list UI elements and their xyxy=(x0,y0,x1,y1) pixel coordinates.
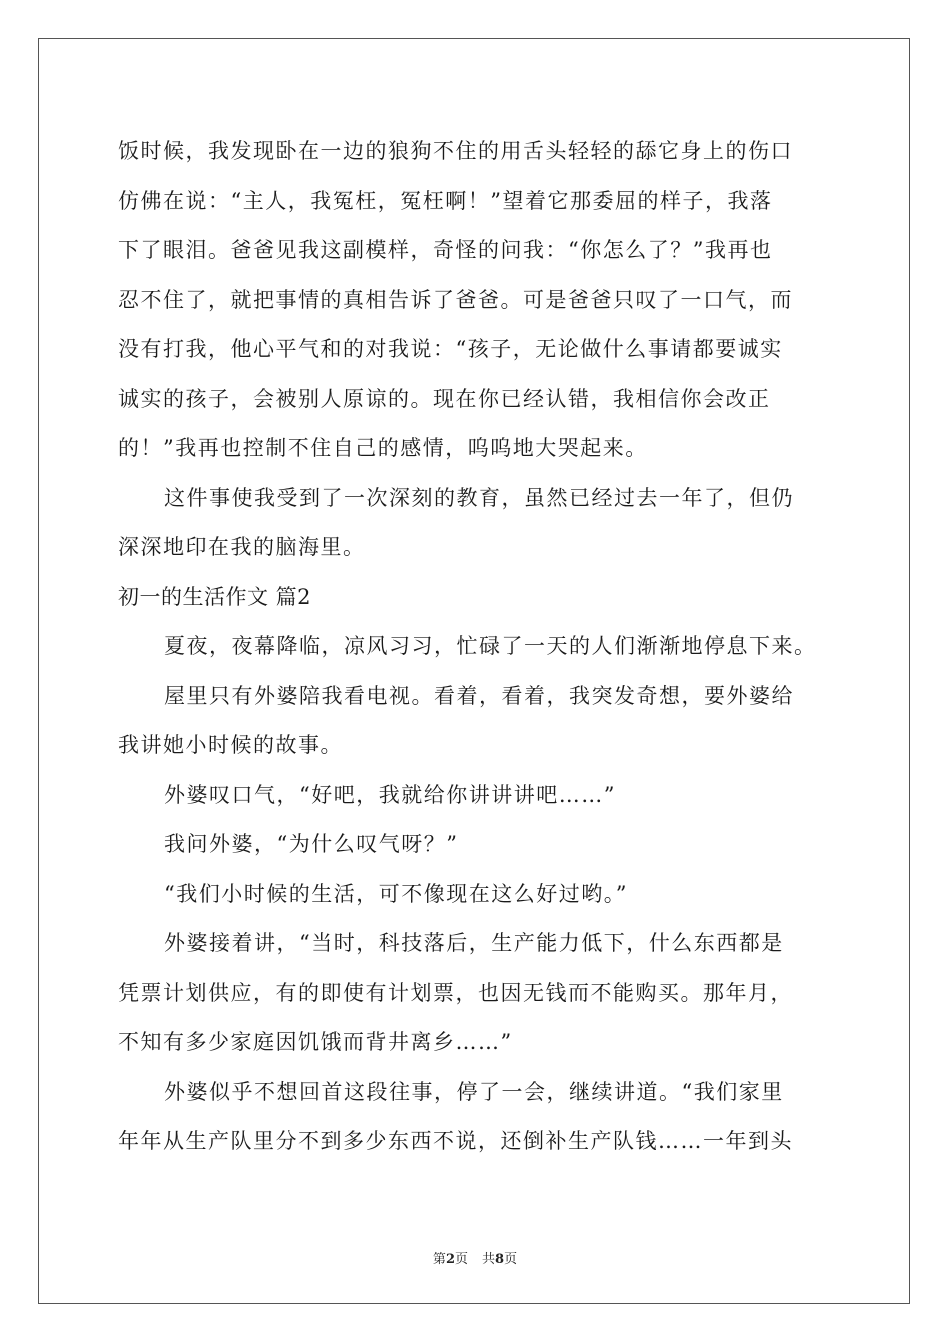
text-line: 这件事使我受到了一次深刻的教育，虽然已经过去一年了，但仍 xyxy=(164,485,794,510)
page-suffix: 页 xyxy=(454,1252,468,1267)
text-line: 不知有多少家庭因饥饿而背井离乡……” xyxy=(118,1030,513,1054)
text-line: 外婆叹口气，“好吧，我就给你讲讲讲吧……” xyxy=(164,782,616,807)
text-line: 夏夜，夜幕降临，凉风习习，忙碌了一天的人们渐渐地停息下来。 xyxy=(164,634,817,658)
total-prefix: 共 xyxy=(482,1252,496,1267)
total-suffix: 页 xyxy=(504,1252,518,1267)
text-line: 诚实的孩子，会被别人原谅的。现在你已经认错，我相信你会改正 xyxy=(118,386,771,411)
text-line: 凭票计划供应，有的即使有计划票，也因无钱而不能购买。那年月， xyxy=(118,980,793,1005)
section-heading: 初一的生活作文 篇2 xyxy=(118,584,312,609)
text-line: 仿佛在说：“主人，我冤枉，冤枉啊！”望着它那委屈的样子，我落 xyxy=(118,188,773,213)
text-line: 外婆似乎不想回首这段往事，停了一会，继续讲道。“我们家里 xyxy=(164,1079,784,1104)
text-line: 下了眼泪。爸爸见我这副模样，奇怪的问我：“你怎么了？”我再也 xyxy=(118,238,773,262)
text-line: 年年从生产队里分不到多少东西不说，还倒补生产队钱……一年到头 xyxy=(118,1129,793,1153)
text-line: 我讲她小时候的故事。 xyxy=(118,733,343,757)
text-line: 外婆接着讲，“当时，科技落后，生产能力低下，什么东西都是 xyxy=(164,931,784,955)
text-line: 深深地印在我的脑海里。 xyxy=(118,535,366,559)
page-footer xyxy=(0,1248,950,1267)
total-pages: 8 xyxy=(495,1252,505,1267)
text-line: “我们小时候的生活，可不像现在这么好过哟。” xyxy=(164,881,628,906)
document-body xyxy=(118,127,838,1167)
text-line: 屋里只有外婆陪我看电视。看着，看着，我突发奇想，要外婆给 xyxy=(164,683,794,708)
text-line: 我问外婆，“为什么叹气呀？” xyxy=(164,832,459,856)
text-line: 饭时候，我发现卧在一边的狼狗不住的用舌头轻轻的舔它身上的伤口 xyxy=(118,139,793,163)
text-line: 忍不住了，就把事情的真相告诉了爸爸。可是爸爸只叹了一口气，而 xyxy=(118,287,793,312)
page-prefix: 第 xyxy=(432,1252,446,1267)
page-number: 2 xyxy=(445,1252,455,1267)
text-line: 没有打我，他心平气和的对我说：“孩子，无论做什么事请都要诚实 xyxy=(118,337,783,361)
text-line: 的！”我再也控制不住自己的感情，呜呜地大哭起来。 xyxy=(118,436,648,460)
